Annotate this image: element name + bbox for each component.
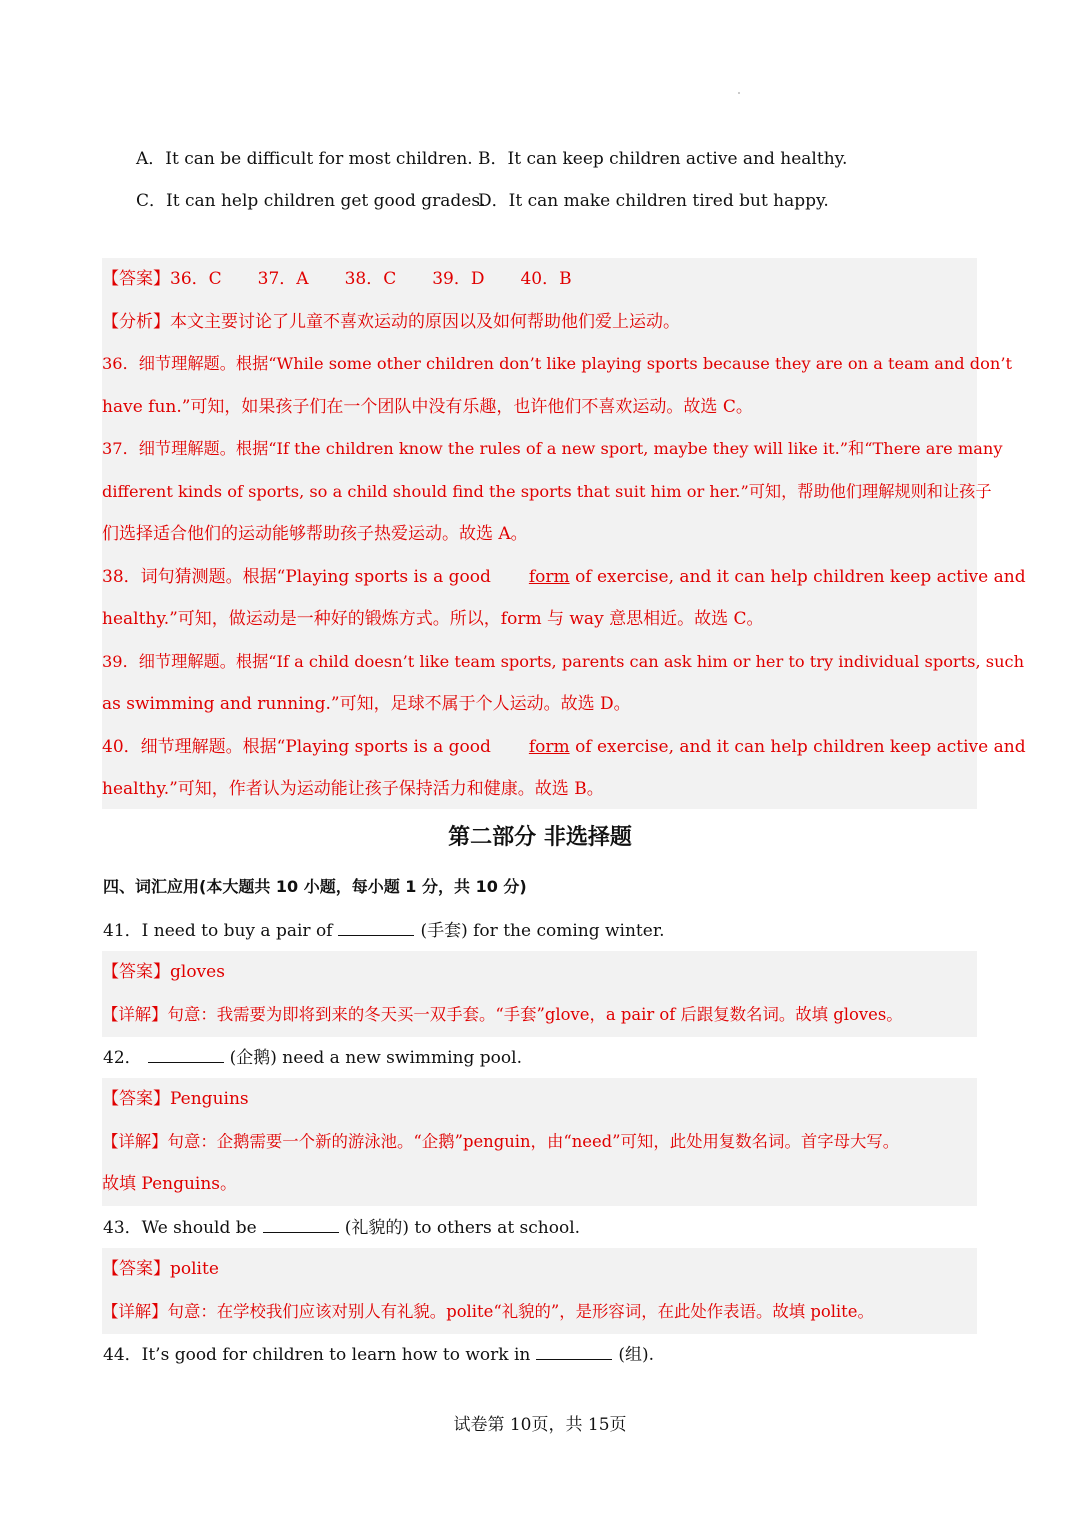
option-b: B．It can keep children active and healthy. (478, 149, 848, 169)
question-41-pre: 41．I need to buy a pair of (103, 921, 333, 941)
option-a: A．It can be difficult for most children. (136, 149, 473, 169)
question-41-blank (338, 917, 414, 936)
answer-analysis-block (102, 258, 1026, 809)
answers-line (102, 258, 977, 301)
section-heading: 四、词汇应用(本大题共 10 小题，每小题 1 分，共 10 分) (103, 877, 527, 896)
answer-36: 36．C (170, 269, 222, 289)
analysis-38-line1 (102, 556, 1026, 599)
question-41 (103, 916, 664, 946)
analysis-36-line2: have fun.”可知，如果孩子们在一个团队中没有乐趣，也许他们不喜欢运动。故选 C。 (102, 396, 753, 417)
analysis-38-underlined-word: form (528, 566, 570, 587)
question-44 (103, 1340, 654, 1370)
analysis-40-pre: 40．细节理解题。根据“Playing sports is a good (102, 736, 491, 757)
analysis-36-line1: 36．细节理解题。根据“While some other children don’t like playing sports because they are on a team and don’t (102, 354, 1012, 373)
answer-39: 39．D (432, 269, 485, 289)
answer-43: 【答案】polite (102, 1259, 219, 1279)
answer-40: 40．B (520, 269, 572, 289)
question-42-blank (148, 1044, 224, 1063)
analysis-38-post: of exercise, and it can help children keep active and (575, 566, 1026, 587)
answer-38: 38．C (344, 269, 397, 289)
question-43-post: (礼貌的) to others at school. (344, 1218, 581, 1238)
question-42-post: (企鹅) need a new swimming pool. (229, 1048, 522, 1068)
analysis-40-line1 (102, 726, 1026, 769)
question-42 (103, 1043, 522, 1073)
answer-options (136, 138, 956, 222)
question-44-pre: 44．It’s good for children to learn how to work in (103, 1345, 531, 1365)
analysis-39-line2: as swimming and running.”可知，足球不属于个人运动。故选 D。 (102, 694, 631, 714)
question-42-pre: 42． (103, 1048, 142, 1068)
options-row-1 (136, 138, 956, 180)
analysis-37-line3: 们选择适合他们的运动能够帮助孩子热爱运动。故选 A。 (102, 524, 528, 544)
answer-block-43 (102, 1248, 977, 1334)
analysis-38-line2: healthy.”可知，做运动是一种好的锻炼方式。所以，form 与 way 意思相近。故选 C。 (102, 609, 764, 629)
question-44-blank (536, 1341, 612, 1360)
detail-42-line1: 【详解】句意：企鹅需要一个新的游泳池。“企鹅”penguin，由“need”可知，此处用复数名词。首字母大写。 (102, 1131, 900, 1151)
question-44-post: (组). (618, 1345, 655, 1365)
detail-42-line2: 故填 Penguins。 (102, 1174, 238, 1194)
part-title: 第二部分 非选择题 (448, 825, 632, 850)
analysis-37-line2: different kinds of sports, so a child should find the sports that suit him or her.”可知，帮助他们理解规则和让孩子 (102, 481, 992, 501)
answer-block-42 (102, 1078, 977, 1206)
analysis-40-underlined-word: form (528, 736, 570, 757)
answers-label: 【答案】 (102, 269, 170, 289)
analysis-39-line1: 39．细节理解题。根据“If a child doesn’t like team sports, parents can ask him or her to try individual sports, such (102, 651, 1024, 671)
option-d: D．It can make children tired but happy. (478, 191, 829, 211)
question-43-blank (263, 1214, 339, 1233)
answer-block-41 (102, 951, 977, 1037)
analysis-summary: 【分析】本文主要讨论了儿童不喜欢运动的原因以及如何帮助他们爱上运动。 (102, 311, 680, 332)
answer-37: 37．A (257, 269, 309, 289)
analysis-38-pre: 38．词句猜测题。根据“Playing sports is a good (102, 566, 491, 587)
answer-42: 【答案】Penguins (102, 1089, 249, 1109)
options-row-2 (136, 180, 956, 222)
question-43-pre: 43．We should be (103, 1218, 257, 1238)
question-41-post: (手套) for the coming winter. (420, 921, 665, 941)
analysis-40-line2: healthy.”可知，作者认为运动能让孩子保持活力和健康。故选 B。 (102, 779, 604, 799)
option-c: C．It can help children get good grades. (136, 191, 486, 211)
detail-41: 【详解】句意：我需要为即将到来的冬天买一双手套。“手套”glove，a pair of 后跟复数名词。故填 gloves。 (102, 1004, 903, 1024)
analysis-37-line1: 37．细节理解题。根据“If the children know the rules of a new sport, maybe they will like it.”和“There are many (102, 439, 1003, 458)
page-footer: 试卷第 10页，共 15页 (453, 1415, 627, 1435)
answer-41: 【答案】gloves (102, 962, 225, 982)
scan-dot (738, 92, 740, 94)
question-43 (103, 1213, 580, 1243)
detail-43: 【详解】句意：在学校我们应该对别人有礼貌。polite“礼貌的”，是形容词，在此处作表语。故填 polite。 (102, 1301, 874, 1321)
analysis-40-post: of exercise, and it can help children keep active and (575, 736, 1026, 757)
